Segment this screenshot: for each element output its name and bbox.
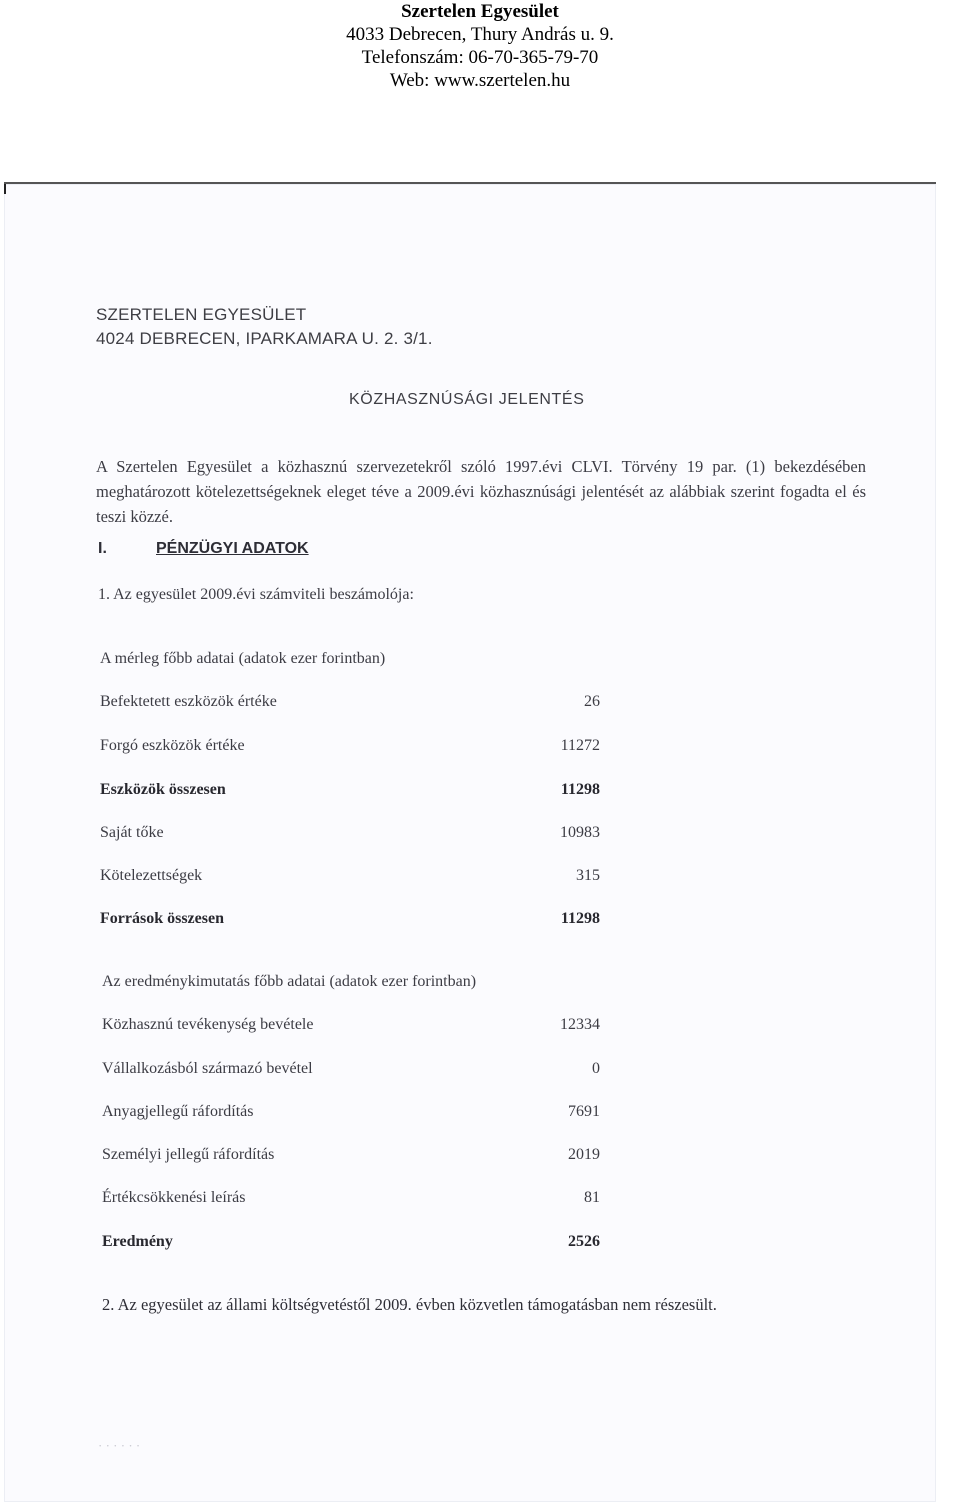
- income-heading: Az eredménykimutatás főbb adatai (adatok ezer forintban): [102, 973, 477, 990]
- scan-edge-mark: [4, 184, 6, 194]
- row-label: Forgó eszközök értéke: [100, 737, 245, 754]
- row-label: Befektetett eszközök értéke: [100, 693, 277, 710]
- row-value: 315: [576, 867, 600, 884]
- letterhead-phone: Telefonszám: 06-70-365-79-70: [361, 47, 599, 68]
- row-label: Források összesen: [100, 910, 224, 927]
- section-heading: [98, 540, 309, 558]
- row-value: 26: [584, 693, 600, 710]
- row-value: 81: [584, 1189, 600, 1206]
- row-label: Közhasznú tevékenység bevétele: [102, 1016, 314, 1033]
- row-value: 0: [592, 1060, 600, 1077]
- row-label: Saját tőke: [100, 824, 164, 841]
- letterhead-address: 4033 Debrecen, Thury András u. 9.: [346, 24, 614, 45]
- item-1: 1. Az egyesület 2009.évi számviteli beszámolója:: [98, 586, 414, 603]
- org-name: SZERTELEN EGYESÜLET: [96, 305, 307, 324]
- scanned-report-page: [4, 182, 936, 1502]
- row-label: Anyagjellegű ráfordítás: [102, 1103, 254, 1120]
- row-value: 12334: [560, 1016, 600, 1033]
- section-number: I.: [98, 540, 107, 557]
- row-value: 2526: [568, 1233, 600, 1250]
- row-label: Eszközök összesen: [100, 781, 226, 798]
- row-value: 2019: [568, 1146, 600, 1163]
- section-title: PÉNZÜGYI ADATOK: [156, 540, 309, 557]
- row-value: 11272: [560, 737, 600, 754]
- report-title: KÖZHASZNÚSÁGI JELENTÉS: [349, 391, 585, 408]
- row-label: Eredmény: [102, 1233, 173, 1250]
- intro-paragraph: A Szertelen Egyesület a közhasznú szervezetekről szóló 1997.évi CLVI. Törvény 19 par. (1) bekezdésében meghatározott kötelezettségeknek eleget téve a 2009.évi közhasznúsági jelentését az alábbiak szerint fogadta el és teszi közzé.: [96, 457, 866, 526]
- letterhead: [0, 0, 960, 92]
- scan-smudge: · · · · · ·: [98, 1438, 141, 1453]
- row-value: 11298: [560, 781, 600, 798]
- row-value: 7691: [568, 1103, 600, 1120]
- letterhead-web: Web: www.szertelen.hu: [389, 70, 571, 91]
- row-value: 10983: [560, 824, 600, 841]
- balance-heading: A mérleg főbb adatai (adatok ezer forintban): [100, 650, 386, 667]
- row-label: Vállalkozásból származó bevétel: [102, 1060, 313, 1077]
- row-label: Kötelezettségek: [100, 867, 203, 884]
- row-label: Értékcsökkenési leírás: [102, 1189, 246, 1206]
- letterhead-name: Szertelen Egyesület: [401, 1, 559, 22]
- row-value: 11298: [560, 910, 600, 927]
- item-2: 2. Az egyesület az állami költségvetéstől 2009. évben közvetlen támogatásban nem részesült.: [102, 1295, 717, 1314]
- row-label: Személyi jellegű ráfordítás: [102, 1146, 275, 1163]
- org-address: 4024 DEBRECEN, IPARKAMARA U. 2. 3/1.: [96, 329, 433, 348]
